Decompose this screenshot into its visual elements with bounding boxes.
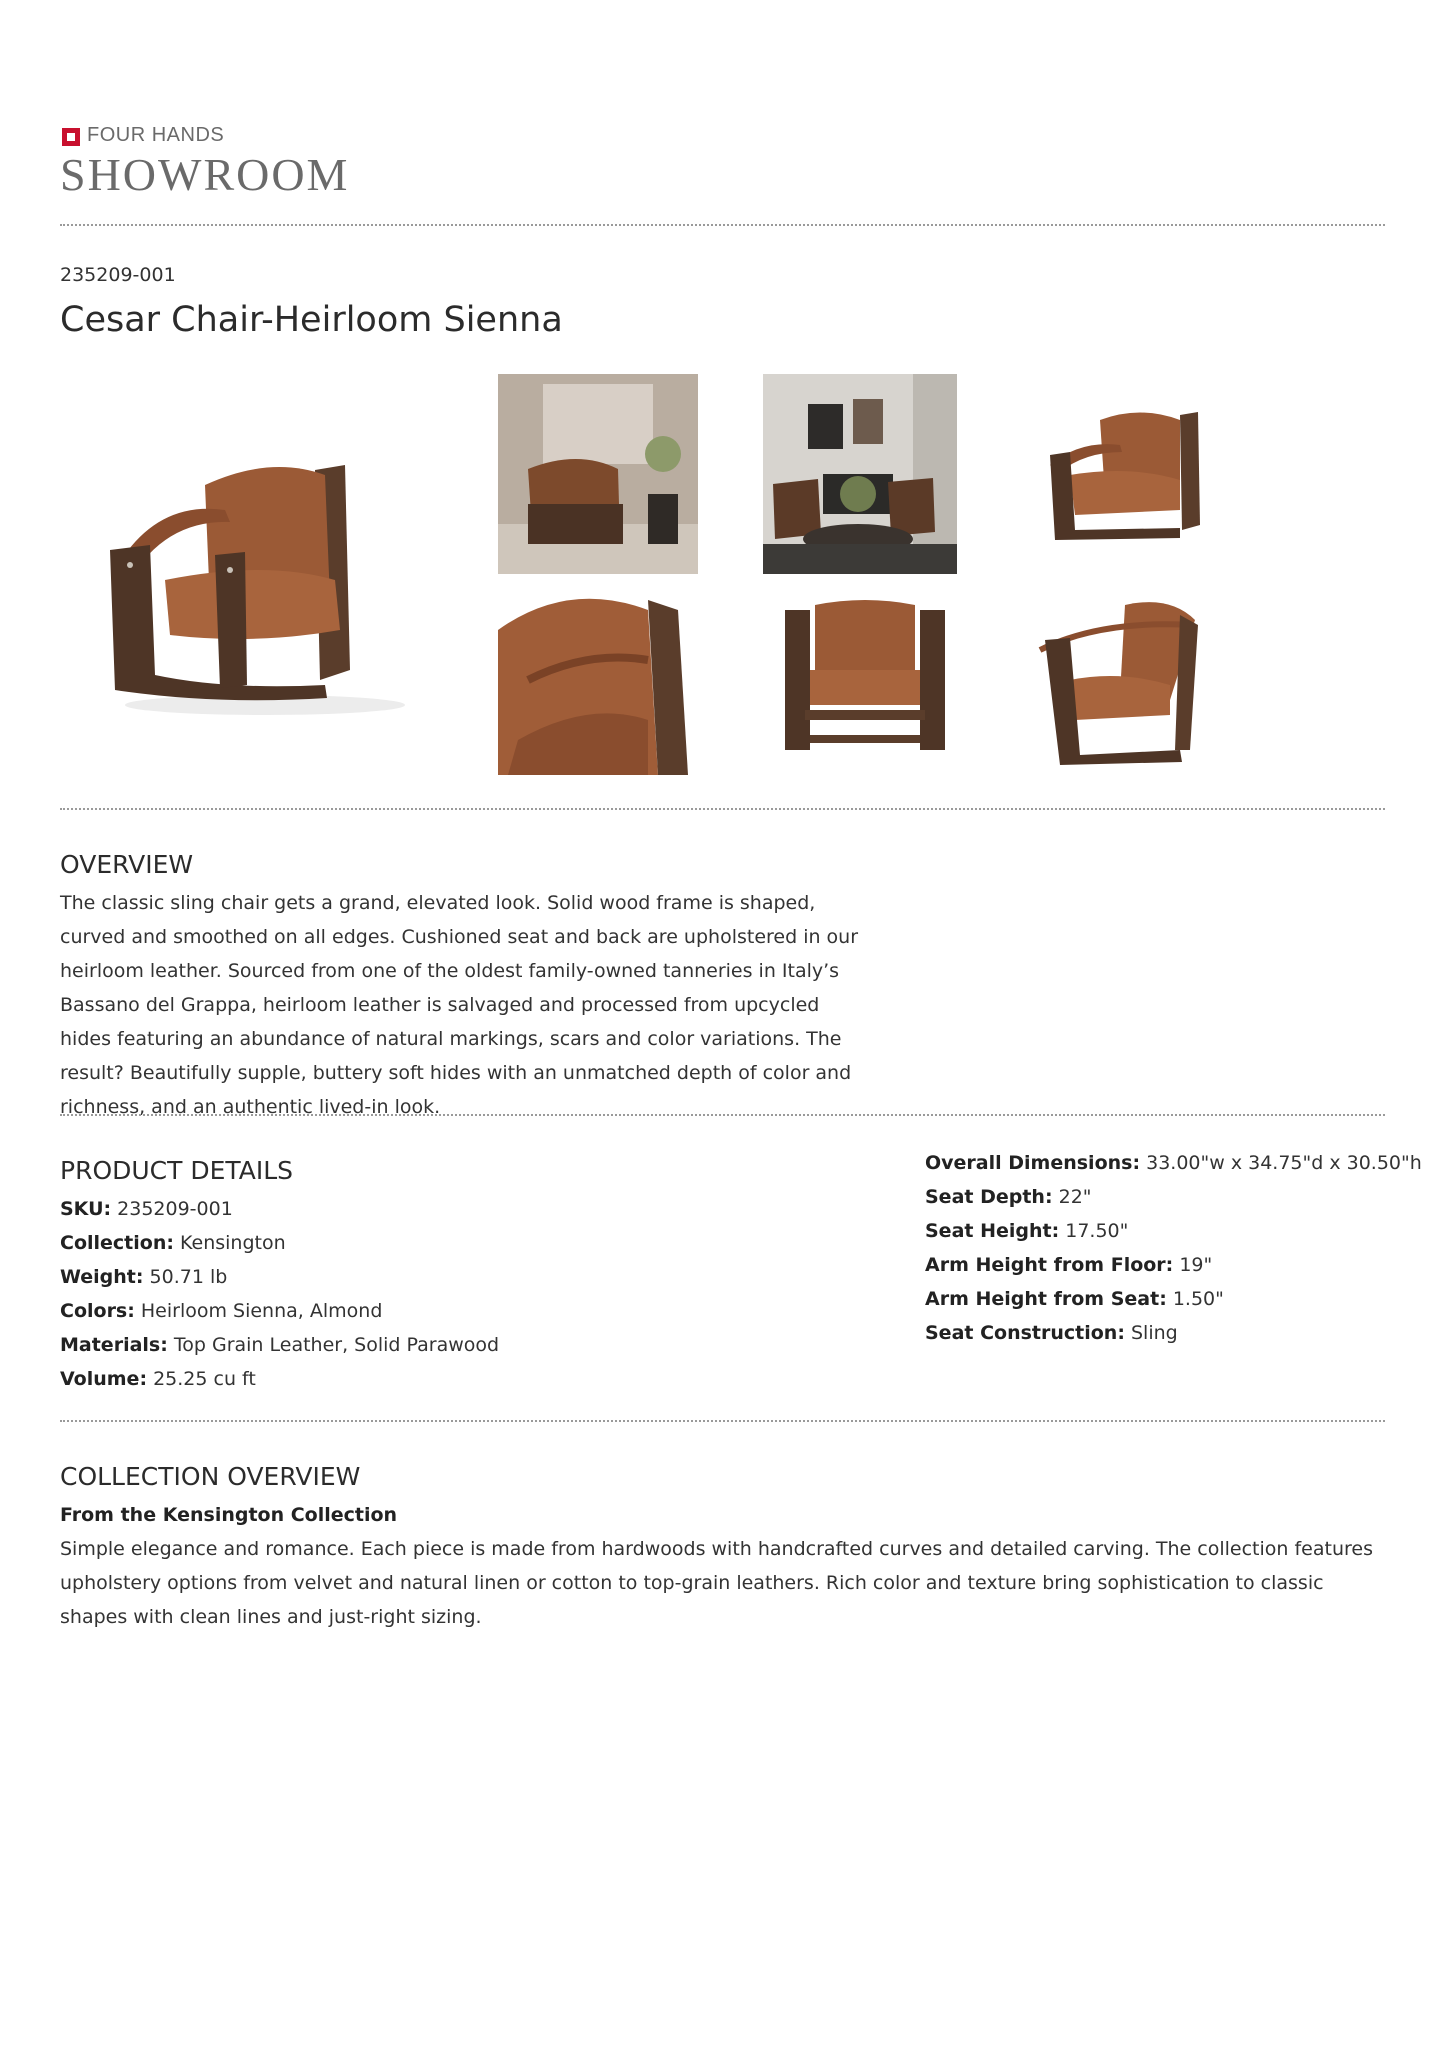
detail-arm-height-seat: Arm Height from Seat: 1.50" bbox=[925, 1288, 1224, 1310]
detail-seat-construction: Seat Construction: Sling bbox=[925, 1322, 1178, 1344]
overview-heading: OVERVIEW bbox=[60, 850, 194, 879]
product-sku: 235209-001 bbox=[60, 264, 176, 286]
chair-main-photo bbox=[95, 430, 425, 720]
divider bbox=[60, 1114, 1385, 1116]
product-title: Cesar Chair-Heirloom Sienna bbox=[60, 300, 563, 340]
divider bbox=[60, 1420, 1385, 1422]
collection-subheading: From the Kensington Collection bbox=[60, 1504, 398, 1526]
chair-front-photo bbox=[770, 590, 960, 775]
detail-weight: Weight: 50.71 lb bbox=[60, 1266, 228, 1288]
chair-detail-photo bbox=[498, 590, 688, 775]
detail-volume: Volume: 25.25 cu ft bbox=[60, 1368, 256, 1390]
details-right-list bbox=[925, 1146, 1422, 1350]
brand-logo-icon bbox=[62, 128, 80, 146]
detail-arm-height-floor: Arm Height from Floor: 19" bbox=[925, 1254, 1213, 1276]
divider bbox=[60, 808, 1385, 810]
divider bbox=[60, 224, 1385, 226]
chair-angle-photo bbox=[1030, 400, 1210, 570]
chair-side-photo bbox=[1030, 590, 1210, 775]
overview-text: The classic sling chair gets a grand, elevated look. Solid wood frame is shaped, curved and smoothed on all edges. Cushioned seat and back are upholstered in our heirloom leather. Sourced from one of the oldest family-owned tanneries in Italy’s Bassano del Grappa, heirloom leather is salvaged and processed from upcycled hides featuring an abundance of natural markings, scars and color variations. The result? Beautifully supple, buttery soft hides with an unmatched depth of color and richness, and an authentic lived-in look. bbox=[60, 892, 859, 1118]
detail-colors: Colors: Heirloom Sienna, Almond bbox=[60, 1300, 383, 1322]
detail-seat-height: Seat Height: 17.50" bbox=[925, 1220, 1129, 1242]
detail-seat-depth: Seat Depth: 22" bbox=[925, 1186, 1092, 1208]
detail-collection: Collection: Kensington bbox=[60, 1232, 286, 1254]
collection-text: Simple elegance and romance. Each piece is made from hardwoods with handcrafted curves and detailed carving. The collection features upholstery options from velvet and natural linen or cotton to top-grain leathers. Rich color and texture bring sophistication to classic shapes with clean lines and just-right sizing. bbox=[60, 1538, 1373, 1628]
chair-room-photo-2 bbox=[763, 374, 957, 574]
collection-heading: COLLECTION OVERVIEW bbox=[60, 1462, 361, 1491]
detail-sku: SKU: 235209-001 bbox=[60, 1198, 233, 1220]
details-heading: PRODUCT DETAILS bbox=[60, 1156, 293, 1185]
brand-showroom: SHOWROOM bbox=[60, 149, 350, 200]
details-left-list bbox=[60, 1192, 499, 1396]
detail-overall-dimensions: Overall Dimensions: 33.00"w x 34.75"d x 30.50"h bbox=[925, 1152, 1422, 1174]
brand-name: FOUR HANDS bbox=[87, 124, 225, 146]
detail-materials: Materials: Top Grain Leather, Solid Parawood bbox=[60, 1334, 500, 1356]
chair-room-photo-1 bbox=[498, 374, 698, 574]
